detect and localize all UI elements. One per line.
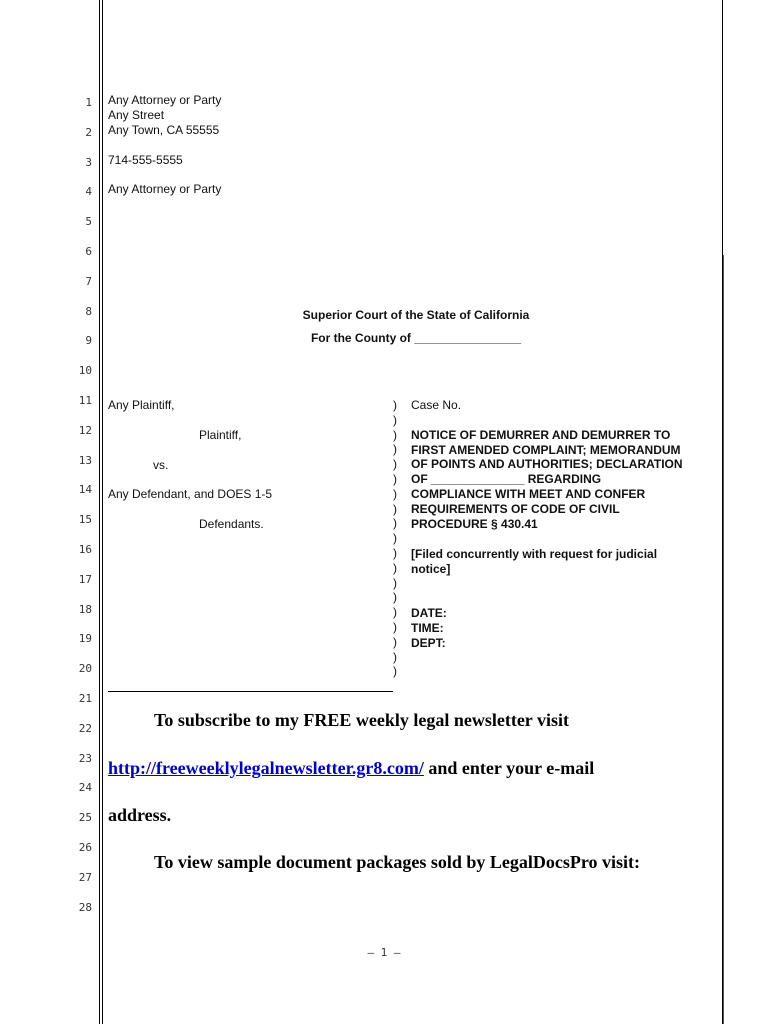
line-number: 18 — [78, 602, 92, 616]
case-number-label: Case No. — [411, 398, 462, 412]
caption-paren: ) — [393, 620, 397, 634]
caption-paren: ) — [393, 575, 397, 590]
document-title-line: OF POINTS AND AUTHORITIES; DECLARATION — [411, 457, 683, 471]
line-number: 2 — [85, 125, 92, 139]
line-number: 15 — [78, 513, 92, 527]
caption-paren: ) — [393, 634, 397, 649]
hearing-date-label: DATE: — [411, 606, 447, 620]
line-number: 3 — [85, 155, 92, 169]
caption-paren: ) — [393, 590, 397, 605]
caption-paren: ) — [393, 457, 397, 472]
caption-paren: ) — [393, 442, 397, 457]
attorney-street: Any Street — [108, 108, 165, 122]
versus-label: vs. — [153, 458, 169, 472]
line-number: 20 — [78, 662, 92, 676]
caption-paren: ) — [393, 560, 397, 575]
line-number: 8 — [85, 304, 92, 318]
document-title-line: PROCEDURE § 430.41 — [411, 517, 538, 531]
filed-note-line: [Filed concurrently with request for judicial — [411, 547, 658, 561]
caption-paren: ) — [393, 486, 397, 501]
hearing-dept-label: DEPT: — [411, 636, 446, 650]
attorney-for: Any Attorney or Party — [108, 182, 222, 196]
plaintiff-role: Plaintiff, — [199, 428, 242, 442]
hearing-time-label: TIME: — [411, 621, 444, 635]
caption-paren: ) — [393, 412, 397, 427]
document-title-line: REQUIREMENTS OF CODE OF CIVIL — [411, 502, 620, 516]
line-number: 5 — [85, 215, 92, 229]
newsletter-link-suffix: and enter your e-mail — [423, 758, 595, 778]
line-number: 12 — [78, 423, 92, 437]
line-number: 1 — [85, 96, 92, 109]
line-number: 27 — [78, 870, 92, 884]
document-title-line: COMPLIANCE WITH MEET AND CONFER — [411, 487, 646, 501]
attorney-city: Any Town, CA 55555 — [108, 123, 220, 137]
defendant-name: Any Defendant, and DOES 1-5 — [108, 487, 273, 501]
sample-packages-text: To view sample document packages sold by LegalDocsPro visit: — [154, 852, 641, 872]
caption-paren: ) — [393, 605, 397, 620]
line-number: 13 — [78, 453, 92, 467]
newsletter-link[interactable]: http://freeweeklylegalnewsletter.gr8.com/ — [108, 758, 424, 778]
left-margin-rule-inner — [102, 0, 103, 1024]
line-number: 22 — [78, 721, 92, 735]
plaintiff-name: Any Plaintiff, — [108, 398, 175, 412]
line-number: 28 — [78, 900, 92, 914]
filed-note-line: notice] — [411, 562, 451, 576]
left-margin-rule-outer — [99, 0, 100, 1024]
line-number: 21 — [78, 692, 92, 705]
line-number: 11 — [78, 394, 92, 407]
line-number: 17 — [78, 572, 92, 586]
caption-paren: ) — [393, 501, 397, 516]
attorney-phone: 714-555-5555 — [108, 153, 183, 167]
caption-paren: ) — [393, 664, 397, 679]
document-title-line: NOTICE OF DEMURRER AND DEMURRER TO — [411, 428, 671, 442]
caption-paren: ) — [393, 531, 397, 546]
line-number: 25 — [78, 811, 92, 825]
line-number: 26 — [78, 841, 92, 854]
newsletter-link-line — [108, 758, 594, 779]
caption-paren: ) — [393, 546, 397, 560]
caption-paren: ) — [393, 398, 397, 412]
caption-paren: ) — [393, 427, 397, 442]
line-number: 6 — [85, 245, 92, 258]
line-number: 10 — [78, 364, 92, 378]
document-title-line: FIRST AMENDED COMPLAINT; MEMORANDUM — [411, 443, 681, 457]
caption-paren: ) — [393, 516, 397, 531]
right-margin-rule-shadow — [723, 255, 724, 1024]
line-number: 23 — [78, 751, 92, 765]
line-number: 16 — [78, 543, 92, 556]
line-number: 7 — [85, 274, 92, 288]
line-number: 9 — [85, 334, 92, 348]
caption-paren: ) — [393, 649, 397, 664]
defendant-role: Defendants. — [199, 517, 264, 531]
newsletter-address-text: address. — [108, 805, 172, 825]
document-title-line: OF ______________ REGARDING — [411, 472, 602, 486]
attorney-name: Any Attorney or Party — [108, 93, 222, 107]
caption-paren: ) — [393, 472, 397, 486]
line-number: 24 — [78, 781, 92, 795]
line-number: 4 — [85, 185, 92, 199]
newsletter-subscribe-text: To subscribe to my FREE weekly legal newsletter visit — [154, 710, 569, 730]
caption-divider — [108, 691, 393, 692]
line-number: 19 — [78, 632, 92, 646]
line-number: 14 — [78, 483, 92, 497]
court-county: For the County of ________________ — [310, 331, 522, 345]
court-title: Superior Court of the State of California — [302, 308, 530, 322]
page-number: – 1 – — [367, 946, 401, 959]
